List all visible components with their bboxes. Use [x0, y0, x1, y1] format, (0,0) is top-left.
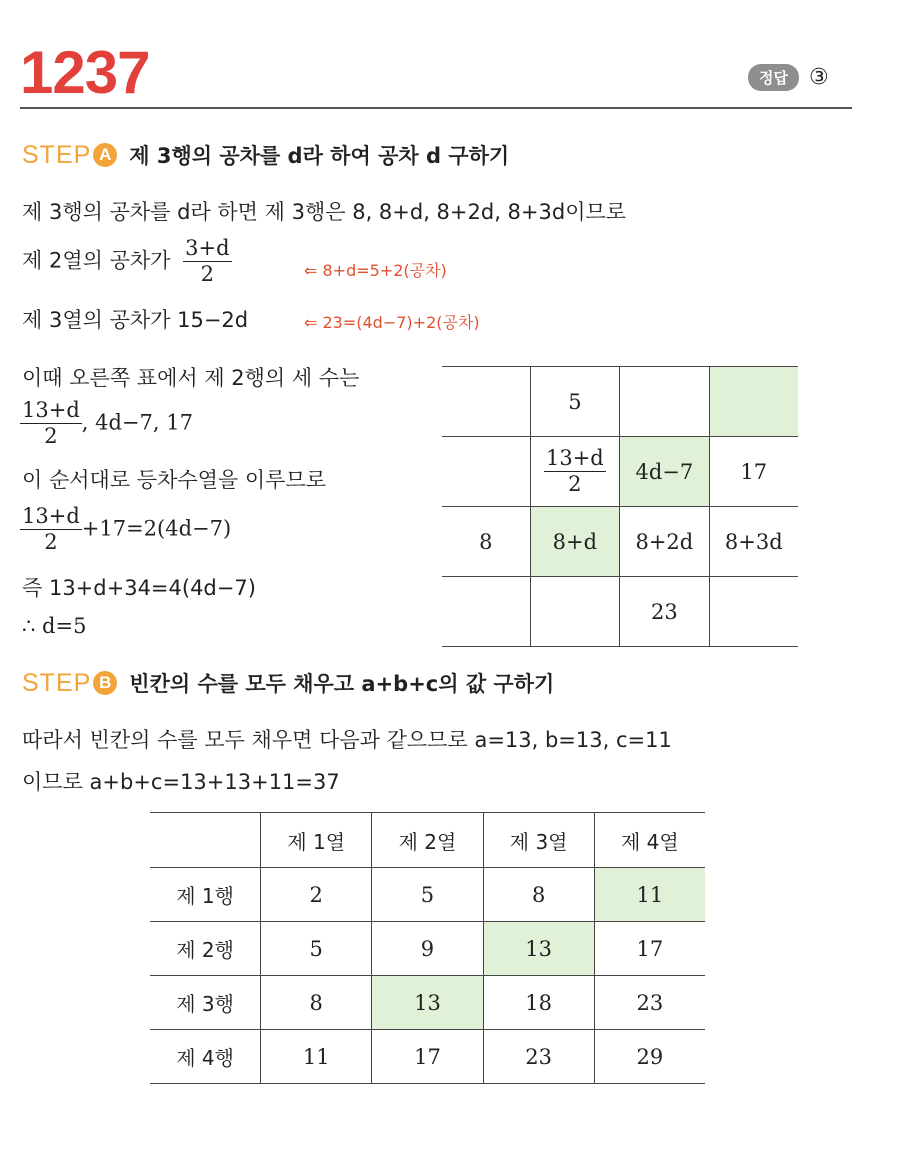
- step-a-line8: 즉 13+d+34=4(4d−7): [22, 576, 256, 600]
- grid1-fraction: [544, 446, 606, 497]
- grid1-row-4: [442, 577, 798, 647]
- grid1-cell: 8+3d: [709, 507, 798, 577]
- answer-value: ③: [808, 65, 829, 90]
- grid1-fraction-denominator: 2: [568, 472, 582, 496]
- grid2-corner: [150, 813, 261, 868]
- line7-numerator: 13+d: [20, 504, 82, 530]
- grid2-row-header: 제 3행: [150, 976, 261, 1030]
- step-a-word: STEP: [22, 140, 92, 169]
- grid2-cell-highlight: 13: [483, 922, 594, 976]
- line2-text: 제 2열의 공차가: [22, 248, 171, 273]
- grid1-cell: [442, 437, 530, 507]
- grid2-header-row: [150, 813, 705, 868]
- grid2-cell: 18: [483, 976, 594, 1030]
- grid2-row-1: [150, 868, 705, 922]
- grid1-cell-highlight: 4d−7: [620, 437, 709, 507]
- line3-note: ⇐ 23=(4d−7)+2(공차): [304, 313, 480, 332]
- line5-fraction: [20, 398, 82, 449]
- problem-number: 1237: [20, 39, 150, 106]
- answer-box: [748, 64, 829, 91]
- step-b-heading: [22, 668, 554, 698]
- sequence-grid-partial: [442, 366, 798, 647]
- grid1-row-1: [442, 367, 798, 437]
- answer-label-badge: 정답: [748, 64, 799, 91]
- step-b-line2: 이므로 a+b+c=13+13+11=37: [22, 770, 340, 794]
- grid1-cell: 8: [442, 507, 530, 577]
- grid1-cell: 5: [530, 367, 620, 437]
- grid2-row-header: 제 4행: [150, 1030, 261, 1084]
- step-a-line3: 제 3열의 공차가 15−2d: [22, 308, 249, 332]
- line5-rest: , 4d−7, 17: [81, 410, 193, 435]
- step-b-line1: 따라서 빈칸의 수를 모두 채우면 다음과 같으므로 a=13, b=13, c=11: [22, 728, 672, 752]
- sequence-grid-complete: [150, 812, 705, 1084]
- step-a-line2: [22, 236, 232, 287]
- line5-denominator: 2: [44, 424, 58, 449]
- grid2-row-header: 제 1행: [150, 868, 261, 922]
- grid2-cell: 9: [372, 922, 483, 976]
- step-a-line5: [20, 398, 193, 449]
- grid2-row-4: [150, 1030, 705, 1084]
- grid1-cell: [442, 367, 530, 437]
- grid2-col-header: 제 2열: [372, 813, 483, 868]
- grid1-cell-highlight: 8+d: [530, 507, 620, 577]
- line2-numerator: 3+d: [183, 236, 231, 262]
- grid1-cell: 8+2d: [620, 507, 709, 577]
- line2-fraction: [183, 236, 231, 287]
- step-a-line1: 제 3행의 공차를 d라 하면 제 3행은 8, 8+d, 8+2d, 8+3d이므로: [22, 200, 627, 224]
- step-a-line7: [20, 504, 231, 555]
- step-b-title: 빈칸의 수를 모두 채우고 a+b+c의 값 구하기: [129, 672, 555, 696]
- grid1-cell: [530, 577, 620, 647]
- grid2-cell: 17: [372, 1030, 483, 1084]
- grid1-cell: [620, 367, 709, 437]
- grid2-cell: 11: [261, 1030, 372, 1084]
- grid2-row-2: [150, 922, 705, 976]
- grid2-col-header: 제 4열: [594, 813, 705, 868]
- grid2-row-3: [150, 976, 705, 1030]
- grid2-cell: 5: [261, 922, 372, 976]
- grid1-cell: [442, 577, 530, 647]
- header-divider: [20, 107, 852, 109]
- grid2-cell: 2: [261, 868, 372, 922]
- grid2-cell: 17: [594, 922, 705, 976]
- grid1-cell: 23: [620, 577, 709, 647]
- line2-note: ⇐ 8+d=5+2(공차): [304, 261, 447, 280]
- grid1-cell: 17: [709, 437, 798, 507]
- grid1-cell-highlight: [709, 367, 798, 437]
- step-a-line9: ∴ d=5: [22, 614, 87, 638]
- grid2-col-header: 제 3열: [483, 813, 594, 868]
- grid1-cell-fraction: [530, 437, 620, 507]
- grid1-row-3: [442, 507, 798, 577]
- step-a-line4: 이때 오른쪽 표에서 제 2행의 세 수는: [22, 366, 360, 390]
- grid2-cell: 29: [594, 1030, 705, 1084]
- grid2-cell-highlight: 11: [594, 868, 705, 922]
- grid2-cell: 8: [261, 976, 372, 1030]
- grid2-row-header: 제 2행: [150, 922, 261, 976]
- grid2-cell: 23: [594, 976, 705, 1030]
- step-a-title: 제 3행의 공차를 d라 하여 공차 d 구하기: [129, 144, 510, 168]
- grid2-cell: 5: [372, 868, 483, 922]
- line5-numerator: 13+d: [20, 398, 82, 424]
- grid1-fraction-numerator: 13+d: [544, 446, 606, 472]
- line7-fraction: [20, 504, 82, 555]
- line7-rest: +17=2(4d−7): [81, 516, 232, 541]
- grid1-cell: [709, 577, 798, 647]
- step-b-word: STEP: [22, 668, 92, 697]
- grid2-cell-highlight: 13: [372, 976, 483, 1030]
- grid2-cell: 8: [483, 868, 594, 922]
- grid2-cell: 23: [483, 1030, 594, 1084]
- grid2-col-header: 제 1열: [261, 813, 372, 868]
- step-b-badge: B: [93, 671, 117, 695]
- step-a-line6: 이 순서대로 등차수열을 이루므로: [22, 468, 327, 492]
- step-a-badge: A: [93, 143, 117, 167]
- grid1-row-2: [442, 437, 798, 507]
- step-a-heading: [22, 140, 509, 170]
- line7-denominator: 2: [44, 530, 58, 555]
- line2-denominator: 2: [200, 262, 215, 287]
